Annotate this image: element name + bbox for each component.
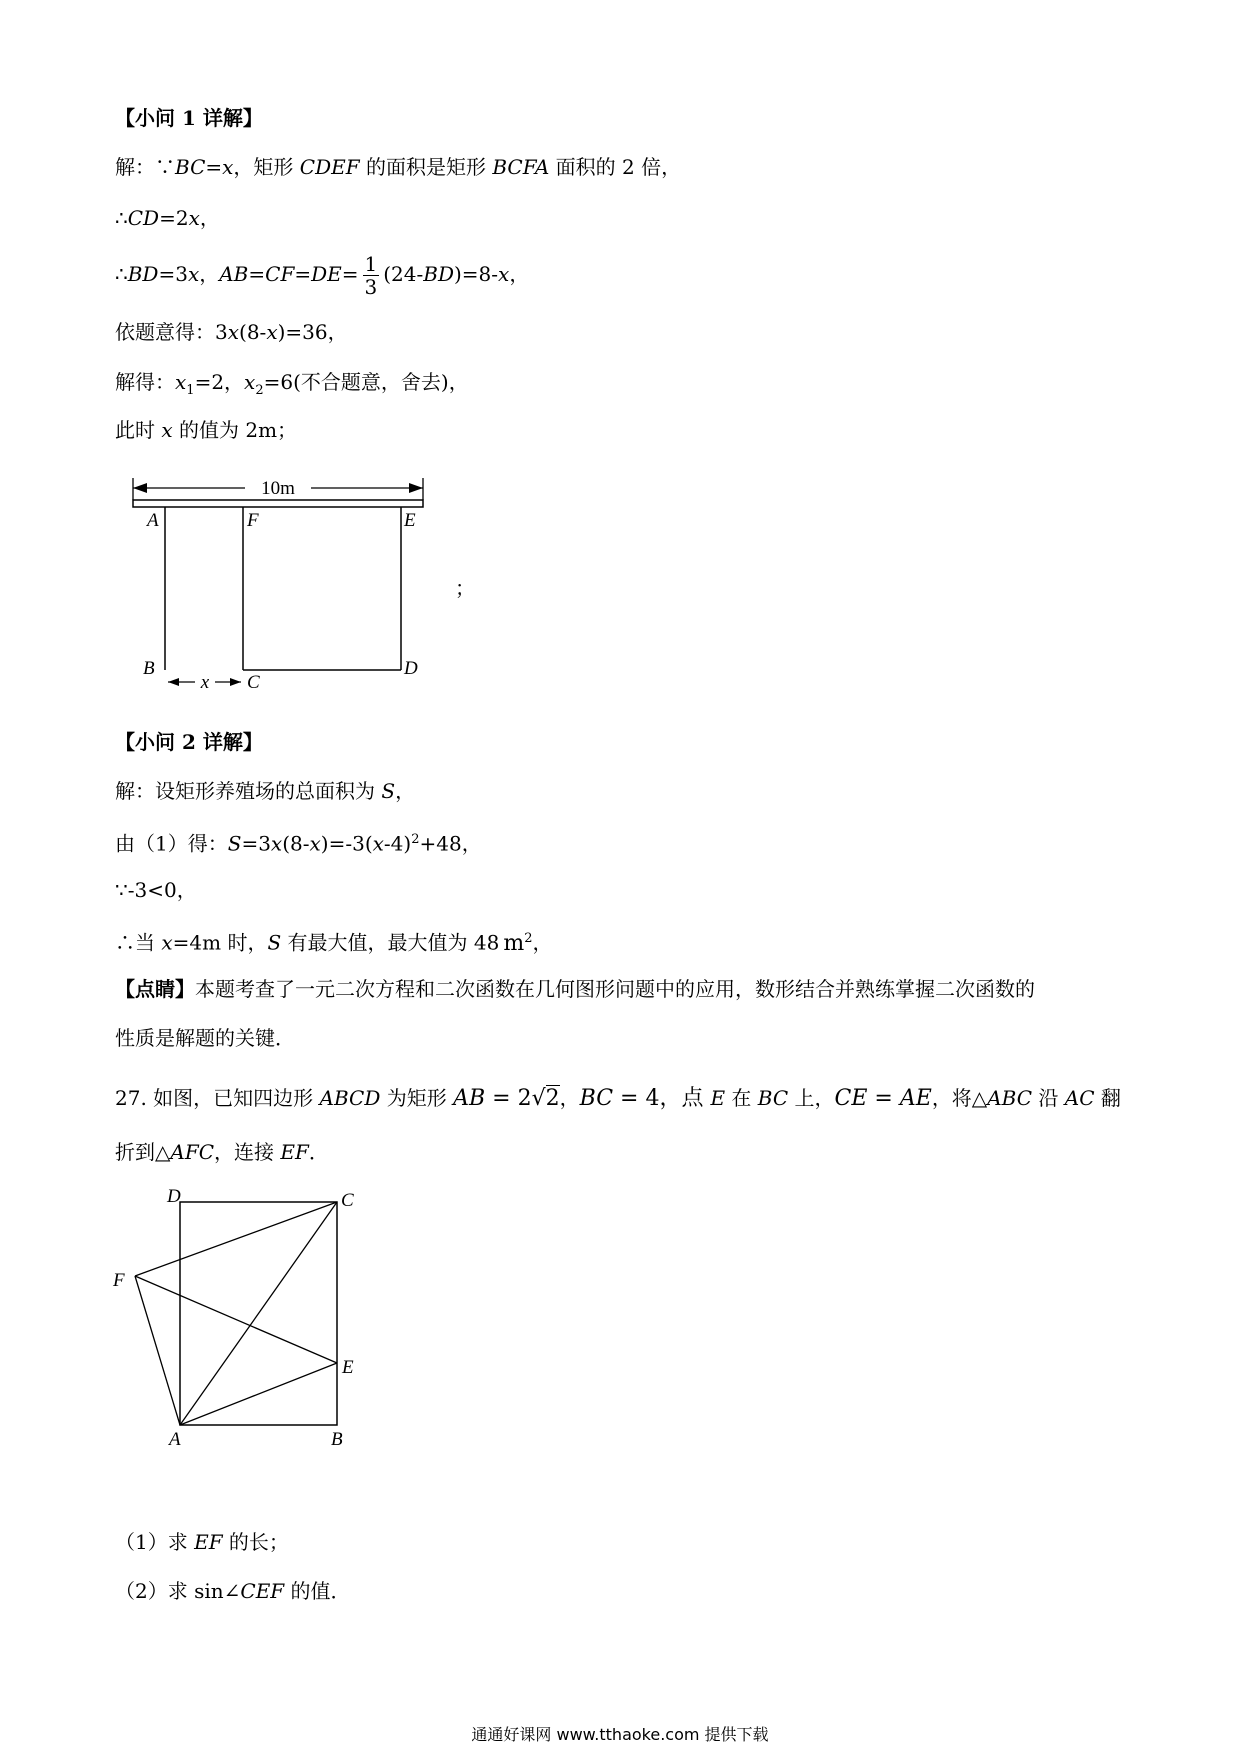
label-B: B <box>331 1429 343 1450</box>
label-E: E <box>342 1357 354 1378</box>
part2-line4: ∴当 x=4m 时，S 有最大值，最大值为 48 $m^2$， <box>115 930 553 956</box>
label-C: C <box>341 1190 354 1211</box>
part1-heading: 【小问 1 详解】 <box>115 106 263 130</box>
part2-line3: ∵-3<0， <box>115 878 197 902</box>
part1-line3: ∴BD=3x，AB=CF=DE= $\frac{1}{3}$ (24-BD)=8-x， <box>115 252 530 299</box>
part1-line5: 解得：$x_1=2$，$x_2=6$(不合题意，舍去)， <box>115 370 469 398</box>
question1: （1）求 EF 的长； <box>115 1530 289 1554</box>
comment-line1: 【点睛】本题考查了一元二次方程和二次函数在几何图形问题中的应用，数形结合并熟练掌握二次函数的 <box>115 977 1035 1001</box>
x-label: x <box>200 672 210 693</box>
figure2-diagram <box>105 1180 375 1450</box>
sqrt-sign: √ <box>531 1086 546 1111</box>
comment-line2: 性质是解题的关键． <box>115 1026 295 1050</box>
part2-line2: 由（1）得：$S=3x(8-x)=-3(x-4)^2+48$， <box>115 831 482 856</box>
label-A: A <box>169 1429 181 1450</box>
label-C: C <box>247 672 260 693</box>
figure1-diagram <box>125 470 445 695</box>
label-F: F <box>247 510 259 531</box>
width-label: 10m <box>261 478 295 499</box>
footer: 通通好课网 www.tthaoke.com 提供下载 <box>471 1725 769 1744</box>
label-A: A <box>147 510 159 531</box>
part2-heading: 【小问 2 详解】 <box>115 730 263 754</box>
label-D: D <box>167 1186 181 1207</box>
part1-line6: 此时 x 的值为 2m； <box>115 418 298 442</box>
wall-bar <box>133 500 423 507</box>
label-F: F <box>113 1270 125 1291</box>
figure1-semicolon: ； <box>455 576 475 600</box>
part1-line4: 依题意得：3x(8-x)=36， <box>115 320 348 344</box>
problem27-line2: 折到△AFC，连接 EF． <box>115 1140 329 1164</box>
label-D: D <box>404 658 418 679</box>
question2: （2）求 sin∠CEF 的值． <box>115 1579 351 1603</box>
part1-line2: ∴CD=2x， <box>115 206 220 230</box>
part2-line1: 解：设矩形养殖场的总面积为 S， <box>115 779 416 803</box>
problem27-line1: 27. 如图，已知四边形 ABCD 为矩形 AB = 2√2，BC = 4，点 E 在 BC 上，CE = AE，将△ABC 沿 AC 翻 <box>115 1086 1121 1111</box>
part1-line1: 解：∵BC=x，矩形 CDEF 的面积是矩形 BCFA 面积的 2 倍， <box>115 155 682 179</box>
label-B: B <box>143 658 155 679</box>
fraction-one-third: $\frac{1}{3}$ <box>364 252 378 299</box>
label-E: E <box>404 510 416 531</box>
